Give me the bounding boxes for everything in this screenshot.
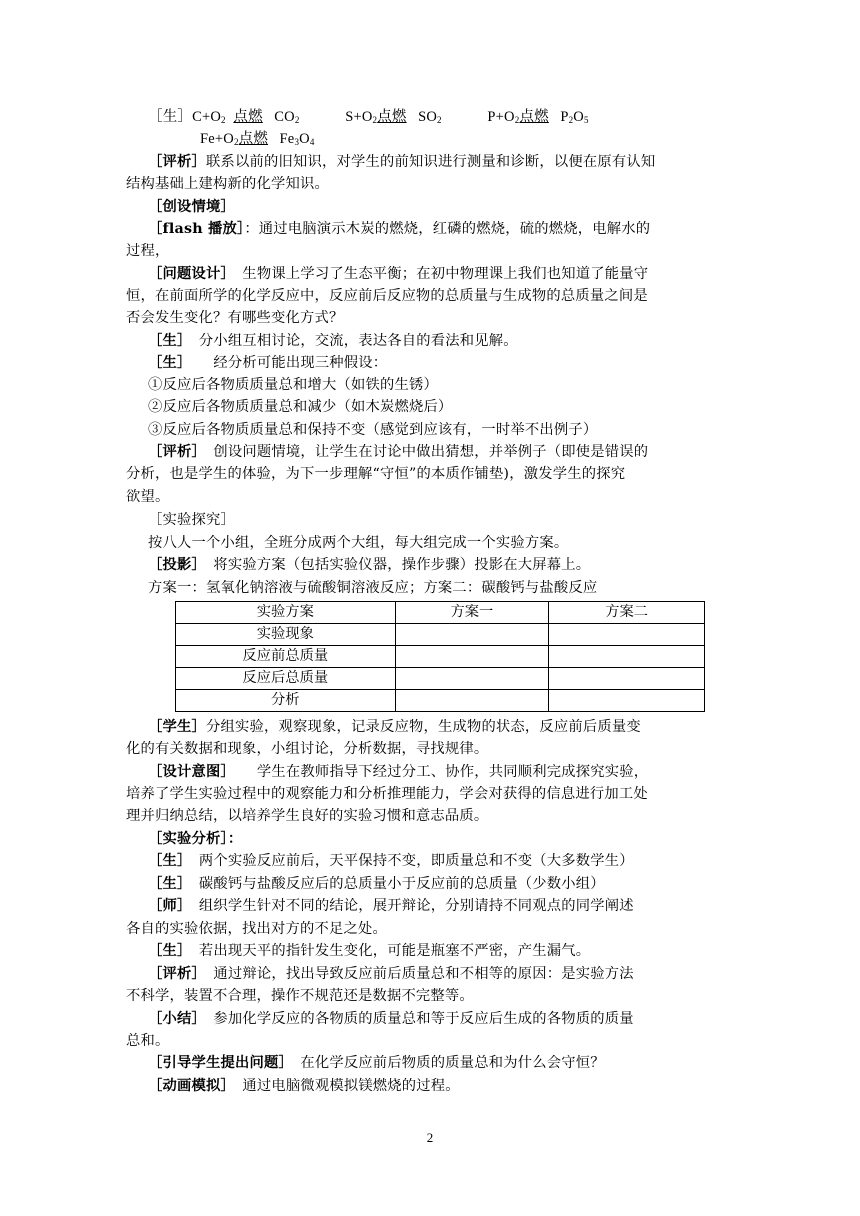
paragraph-student-result-1: ［生］ 两个实验反应前后，天平保持不变，即质量总和不变（大多数学生）	[148, 853, 634, 869]
table-header: 实验方案	[176, 602, 396, 624]
equation-s: $S+O_2$点燃 $SO_2$	[345, 109, 442, 125]
hypothesis-3: ③反应后各物质质量总和保持不变（感觉到应该有，一时举不出例子）	[148, 422, 598, 438]
table-cell	[395, 646, 549, 668]
equation-p: $P+O_2$点燃 $P_2O_5$	[487, 109, 589, 125]
paragraph-plans: 方案一：氢氧化钠溶液与硫酸铜溶液反应；方案二：碳酸钙与盐酸反应	[148, 580, 598, 596]
row-label: 反应前总质量	[176, 646, 396, 668]
paragraph-comment-2-cont-2: 欲望。	[126, 489, 170, 505]
label: ［评析］	[148, 154, 206, 170]
heading-scene: ［创设情境］	[148, 199, 235, 215]
table-header: 方案二	[549, 602, 705, 624]
paragraph-summary-cont: 总和。	[126, 1033, 170, 1049]
paragraph-student-experiment-cont: 化的有关数据和现象，小组讨论，分析数据，寻找规律。	[126, 741, 489, 757]
paragraph-teacher: ［师］ 组织学生针对不同的结论，展开辩论，分别请持不同观点的同学阐述	[148, 898, 634, 914]
paragraph-design-intent: ［设计意图］ 学生在教师指导下经过分工、协作，共同顺利完成探究实验，	[148, 764, 649, 780]
paragraph-guide-question: ［引导学生提出问题］ 在化学反应前后物质的质量总和为什么会守恒？	[148, 1055, 605, 1071]
paragraph-projection: ［投影］ 将实验方案（包括实验仪器，操作步骤）投影在大屏幕上。	[148, 557, 591, 573]
paragraph-question-design-cont-2: 否会发生变化？有哪些变化方式？	[126, 310, 344, 326]
paragraph-comment-1: ［评析］联系以前的旧知识，对学生的前知识进行测量和诊断，以便在原有认知	[148, 154, 656, 170]
table-header: 方案一	[395, 602, 549, 624]
paragraph-student-discuss: ［生］ 分小组互相讨论，交流，表达各自的看法和见解。	[148, 333, 518, 349]
table-cell	[395, 624, 549, 646]
paragraph-question-design: ［问题设计］ 生物课上学习了生态平衡；在初中物理课上我们也知道了能量守	[148, 266, 649, 282]
paragraph-flash: ［flash 播放］：通过电脑演示木炭的燃烧，红磷的燃烧，硫的燃烧，电解水的	[148, 221, 651, 237]
speaker-label: ［生］	[148, 109, 193, 125]
paragraph-comment-2-cont-1: 分析，也是学生的体验，为下一步理解“守恒”的本质作铺垫)，激发学生的探究	[126, 466, 626, 482]
paragraph-student-leak: ［生］ 若出现天平的指针发生变化，可能是瓶塞不严密，产生漏气。	[148, 943, 591, 959]
table-row	[176, 624, 705, 646]
paragraph-flash-cont: 过程，	[126, 243, 170, 259]
equation-c: $C+O_2$ 点燃 $CO_2$	[192, 109, 300, 125]
hypothesis-1: ①反应后各物质质量总和增大（如铁的生锈）	[148, 377, 438, 393]
table-cell	[395, 690, 549, 712]
page-number: 2	[426, 1130, 434, 1145]
paragraph-animation: ［动画模拟］ 通过电脑微观模拟镁燃烧的过程。	[148, 1078, 460, 1094]
table-cell	[549, 668, 705, 690]
table-header-row	[176, 602, 705, 624]
paragraph-teacher-cont: 各自的实验依据，找出对方的不足之处。	[126, 921, 387, 937]
table-cell	[549, 690, 705, 712]
paragraph-student-hypothesis: ［生］ 经分析可能出现三种假设：	[148, 355, 388, 371]
paragraph-grouping: 按八人一个小组，全班分成两个大组，每大组完成一个实验方案。	[148, 535, 569, 551]
table-cell	[395, 668, 549, 690]
table-cell	[549, 624, 705, 646]
experiment-table	[175, 601, 705, 712]
table-row	[176, 668, 705, 690]
paragraph-comment-3-cont: 不科学，装置不合理，操作不规范还是数据不完整等。	[126, 988, 474, 1004]
row-label: 分析	[176, 690, 396, 712]
row-label: 反应后总质量	[176, 668, 396, 690]
paragraph-comment-2: ［评析］ 创设问题情境，让学生在讨论中做出猜想，并举例子（即使是错误的	[148, 444, 649, 460]
heading-experiment: ［实验探究］	[148, 512, 235, 528]
paragraph-comment-1-cont: 结构基础上建构新的化学知识。	[126, 176, 329, 192]
table-cell	[549, 646, 705, 668]
equation-fe: $Fe+O_2$点燃 $Fe_3O_4$	[200, 131, 315, 147]
paragraph-comment-3: ［评析］ 通过辩论，找出导致反应前后质量总和不相等的原因：是实验方法	[148, 966, 634, 982]
paragraph-student-result-2: ［生］ 碳酸钙与盐酸反应后的总质量小于反应前的总质量（少数小组）	[148, 876, 605, 892]
paragraph-question-design-cont-1: 恒，在前面所学的化学反应中，反应前后反应物的总质量与生成物的总质量之间是	[126, 288, 648, 304]
row-label: 实验现象	[176, 624, 396, 646]
heading-analysis: ［实验分析］：	[148, 831, 243, 847]
paragraph-design-intent-cont-2: 理并归纳总结，以培养学生良好的实验习惯和意志品质。	[126, 808, 489, 824]
table-row	[176, 646, 705, 668]
equations-line-1	[148, 107, 718, 127]
hypothesis-2: ②反应后各物质质量总和减少（如木炭燃烧后）	[148, 399, 453, 415]
paragraph-summary: ［小结］ 参加化学反应的各物质的质量总和等于反应后生成的各物质的质量	[148, 1011, 634, 1027]
paragraph-design-intent-cont-1: 培养了学生实验过程中的观察能力和分析推理能力，学会对获得的信息进行加工处	[126, 786, 648, 802]
table-row	[176, 690, 705, 712]
paragraph-student-experiment: ［学生］分组实验，观察现象，记录反应物，生成物的状态，反应前后质量变	[148, 719, 641, 735]
